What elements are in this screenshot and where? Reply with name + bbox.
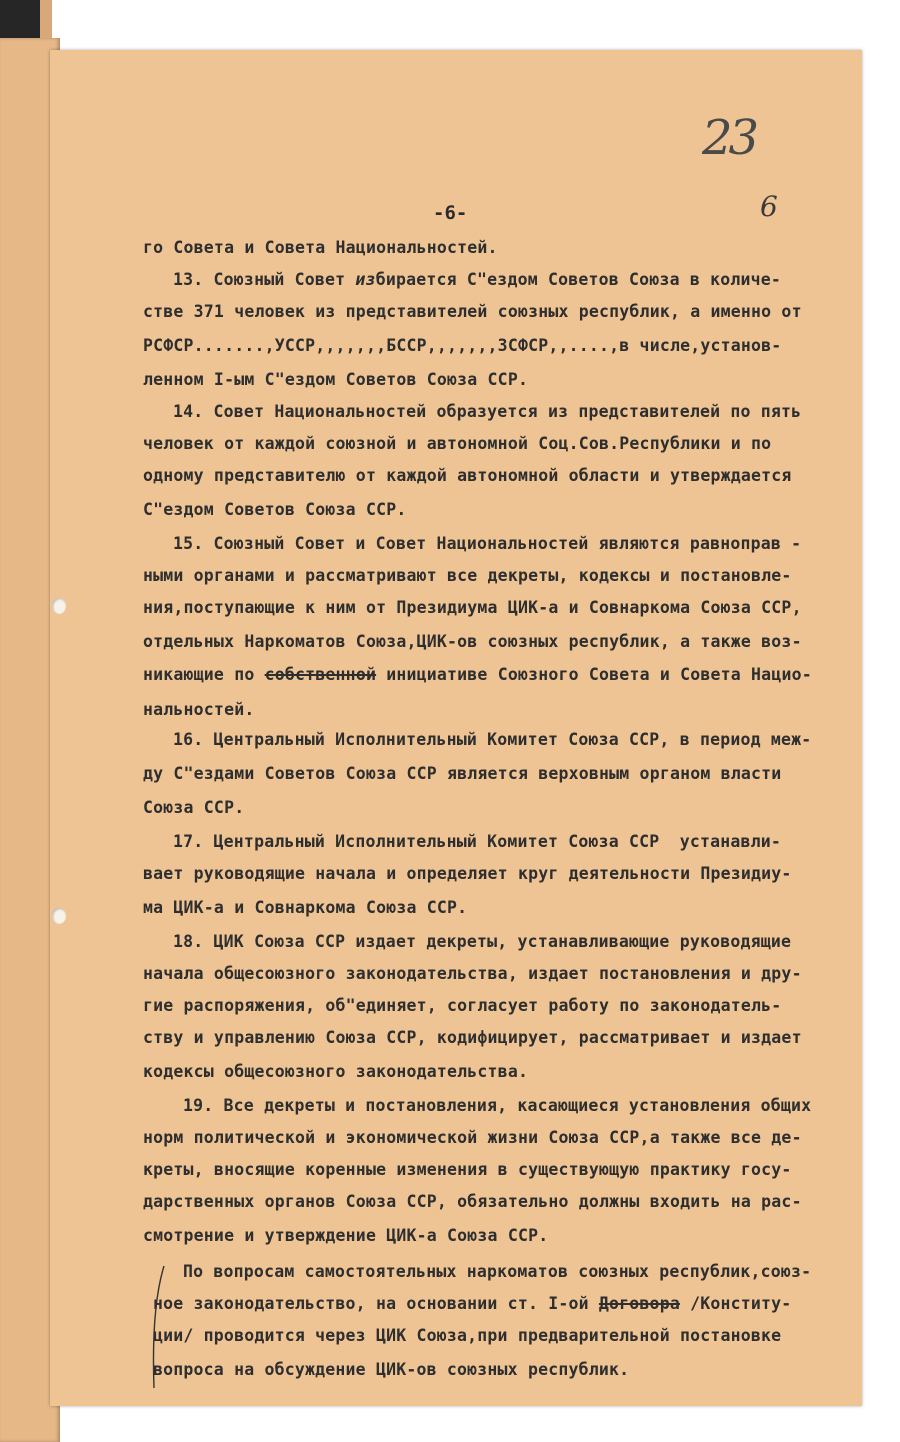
handwritten-correction: из <box>355 270 376 289</box>
text-line: го Совета и Совета Национальностей. <box>143 238 498 257</box>
text-line: стве 371 человек из представителей союзных республик, а именно от <box>143 302 802 321</box>
text-line: С"ездом Советов Союза ССР. <box>143 500 407 519</box>
text-line: ма ЦИК-а и Совнаркома Союза ССР. <box>143 898 468 917</box>
handwritten-page-number: 6 <box>760 190 778 223</box>
text-line: человек от каждой союзной и автономной Соц.Сов.Республики и по <box>143 434 772 453</box>
margin-pen-mark <box>148 1262 168 1392</box>
text-line: гие распоряжения, об"единяет, согласует работу по законодатель- <box>143 996 782 1015</box>
text-line: креты, вносящие коренные изменения в существующую практику госу- <box>143 1160 792 1179</box>
text-line: норм политической и экономической жизни Союза ССР,а также все де- <box>143 1128 802 1147</box>
punch-hole <box>52 598 66 614</box>
text-line: ции/ проводится через ЦИК Союза,при предварительной постановке <box>153 1326 782 1345</box>
text-line: 14. Совет Национальностей образуется из представителей по пять <box>173 402 802 421</box>
text-line: ду С"ездами Советов Союза ССР является верховным органом власти <box>143 764 782 783</box>
text-line: 15. Союзный Совет и Совет Национальностей являются равноправ - <box>173 534 802 553</box>
text-line: 17. Центральный Исполнительный Комитет Союза ССР устанавли- <box>173 832 782 851</box>
text-line: 13. Союзный Совет избирается С"ездом Советов Союза в количе- <box>173 270 782 289</box>
typed-page-number: -6- <box>433 202 468 224</box>
text-line: РСФСР.......,УССР,,,,,,,БССР,,,,,,,ЗСФСР,,....,в числе,установ- <box>143 336 782 355</box>
text-line: По вопросам самостоятельных наркоматов союзных республик,союз- <box>183 1262 812 1281</box>
text-line: 18. ЦИК Союза ССР издает декреты, устанавливающие руководящие <box>173 932 792 951</box>
text-line: нальностей. <box>143 700 255 719</box>
text-line: 19. Все декреты и постановления, касающиеся установления общих <box>183 1096 812 1115</box>
text-line: ное законодательство, на основании ст. I-ой Договора /Конститу- <box>153 1294 792 1313</box>
struck-word: Договора <box>598 1294 680 1313</box>
text-line: дарственных органов Союза ССР, обязательно должны входить на рас- <box>143 1192 802 1211</box>
text-line: одному представителю от каждой автономной области и утверждается <box>143 466 792 485</box>
punch-hole <box>52 908 66 924</box>
text-line: начала общесоюзного законодательства, издает постановления и дру- <box>143 964 802 983</box>
text-line: никающие по собственной инициативе Союзного Совета и Совета Нацио- <box>143 665 812 684</box>
text-line: отдельных Наркоматов Союза,ЦИК-ов союзных республик, а также воз- <box>143 632 802 651</box>
text-line: кодексы общесоюзного законодательства. <box>143 1062 529 1081</box>
text-line: вает руководящие начала и определяет круг деятельности Президиу- <box>143 864 792 883</box>
text-line: 16. Центральный Исполнительный Комитет Союза ССР, в период меж- <box>173 730 812 749</box>
text-line: смотрение и утверждение ЦИК-а Союза ССР. <box>143 1226 549 1245</box>
text-line: ния,поступающие к ним от Президиума ЦИК-а и Совнаркома Союза ССР, <box>143 598 802 617</box>
text-line: ству и управлению Союза ССР, кодифицирует, рассматривает и издает <box>143 1028 802 1047</box>
text-line: Союза ССР. <box>143 798 245 817</box>
struck-word: собственной <box>264 665 377 684</box>
text-line: ленном I-ым С"ездом Советов Союза ССР. <box>143 370 529 389</box>
archive-folio-number: 23 <box>702 110 756 166</box>
text-line: вопроса на обсуждение ЦИК-ов союзных республик. <box>153 1360 630 1379</box>
text-line: ными органами и рассматривают все декреты, кодексы и постановле- <box>143 566 792 585</box>
